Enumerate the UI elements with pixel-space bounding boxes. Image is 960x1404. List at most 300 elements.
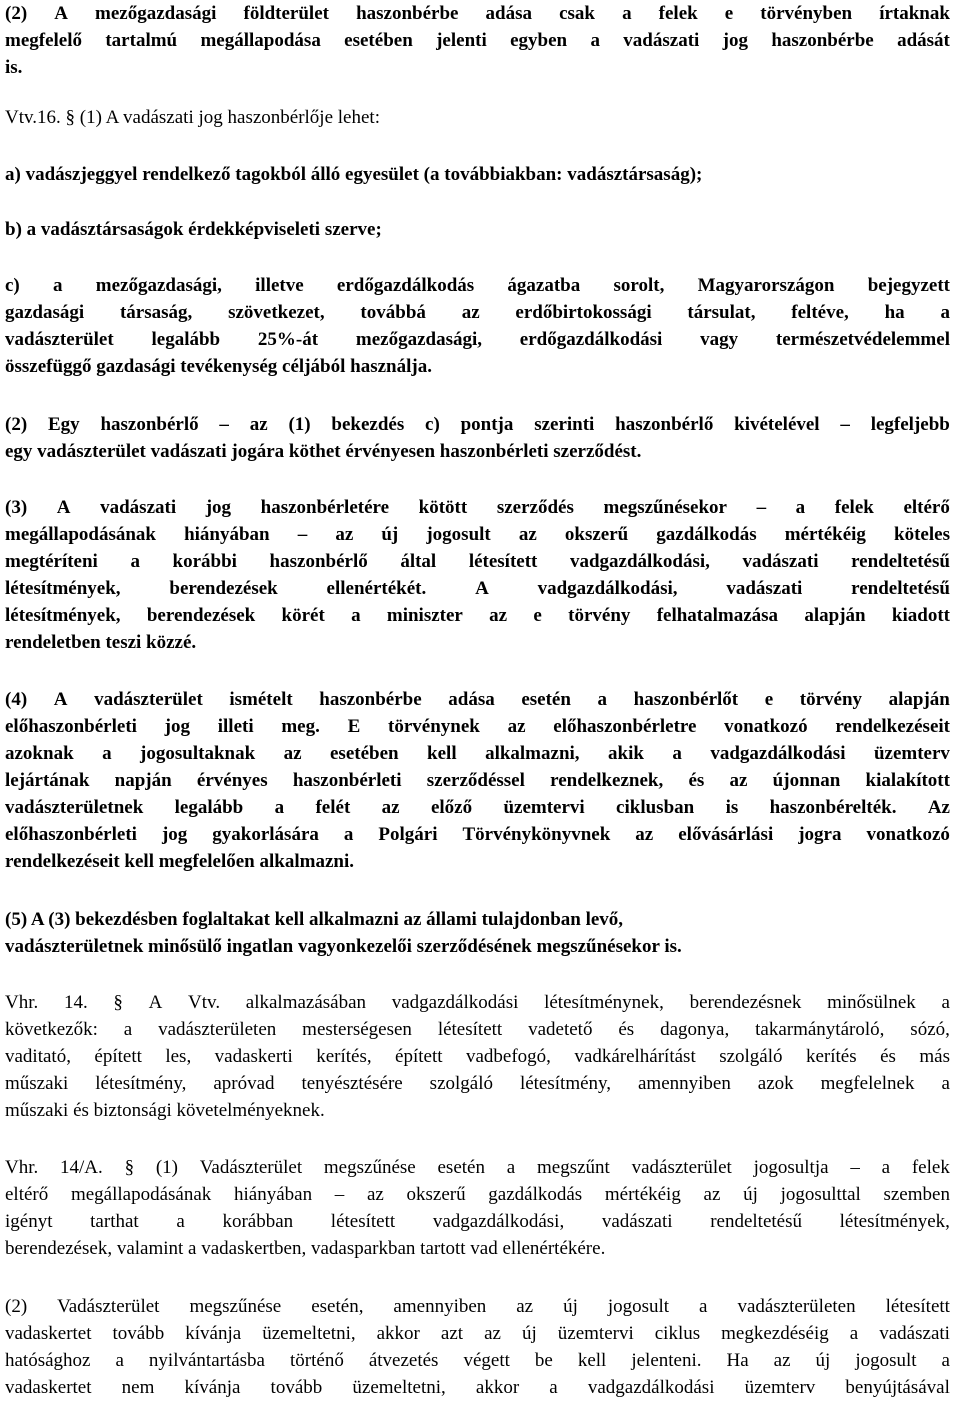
word: vadgazdálkodási, bbox=[432, 1211, 565, 1232]
word: szolgáló bbox=[429, 1073, 493, 1094]
word: Vhr. bbox=[5, 1157, 39, 1178]
word: ágazatba bbox=[507, 275, 581, 296]
word: illetve bbox=[255, 275, 304, 296]
paragraph-section-2 bbox=[5, 411, 950, 465]
text-line bbox=[5, 713, 950, 740]
word: amennyiben bbox=[637, 1073, 731, 1094]
word: haszonbérelték. bbox=[769, 797, 897, 818]
word: az bbox=[381, 797, 400, 818]
word: alkalmazásában bbox=[245, 992, 367, 1013]
word: szerinti bbox=[534, 414, 595, 435]
text-line bbox=[5, 521, 950, 548]
word: tarthat bbox=[90, 1211, 139, 1232]
word: gazdálkodás bbox=[656, 524, 757, 545]
text-line bbox=[5, 411, 950, 438]
text-line bbox=[5, 1347, 950, 1374]
word: adása bbox=[485, 3, 533, 24]
text-line: is. bbox=[5, 57, 23, 78]
word: új bbox=[743, 1184, 758, 1205]
word: haszonbérleti bbox=[292, 770, 402, 791]
word: törvény bbox=[568, 605, 631, 626]
word: 14/A. bbox=[60, 1157, 103, 1178]
text-line bbox=[5, 686, 950, 713]
word: rendeltetésű bbox=[710, 1211, 802, 1232]
paragraph-item-c bbox=[5, 272, 950, 380]
word: felhatalmazása bbox=[656, 605, 779, 626]
word: az bbox=[703, 1184, 721, 1205]
word: haszonbérletére bbox=[260, 497, 390, 518]
word: társulat, bbox=[687, 302, 756, 323]
text-line bbox=[5, 1208, 950, 1235]
word: vagy bbox=[700, 329, 739, 350]
word: mértékéig bbox=[784, 524, 866, 545]
word: más bbox=[919, 1046, 950, 1067]
text-line bbox=[5, 575, 950, 602]
word: kiadott bbox=[891, 605, 950, 626]
text-line: műszaki és biztonsági követelményeknek. bbox=[5, 1100, 325, 1121]
word: haszonbérlő bbox=[615, 414, 714, 435]
word: § bbox=[124, 1157, 135, 1178]
word: Törvénykönyvnek bbox=[462, 824, 611, 845]
word: haszonbérbe bbox=[356, 3, 459, 24]
word: kell bbox=[427, 743, 457, 764]
word: a bbox=[941, 992, 950, 1013]
word: előhaszonbérletre bbox=[553, 716, 697, 737]
word: alapján bbox=[804, 605, 866, 626]
text-line bbox=[5, 0, 950, 27]
text-line bbox=[5, 1016, 950, 1043]
text-line bbox=[5, 602, 950, 629]
word: kívánja bbox=[185, 1323, 242, 1344]
word: tenyésztésére bbox=[301, 1073, 403, 1094]
word: létesítmények, bbox=[5, 605, 121, 626]
word: haszonbérbe bbox=[771, 30, 874, 51]
word: megszűnése bbox=[323, 1157, 416, 1178]
word: vadbefogó, bbox=[465, 1046, 551, 1067]
word: azok bbox=[757, 1073, 794, 1094]
word: üzemterv bbox=[873, 743, 950, 764]
word: tovább bbox=[270, 1377, 323, 1398]
word: körét bbox=[281, 605, 325, 626]
word: benyújtásával bbox=[845, 1377, 950, 1398]
word: 14. bbox=[63, 992, 88, 1013]
word: vadaskertet bbox=[5, 1377, 92, 1398]
word: a bbox=[941, 1350, 950, 1371]
word: vadászati bbox=[601, 1211, 673, 1232]
word: vadászterület bbox=[5, 329, 114, 350]
word: sózó, bbox=[910, 1019, 950, 1040]
word: jog bbox=[161, 824, 188, 845]
text-line bbox=[5, 821, 950, 848]
word: megszűnésekor bbox=[603, 497, 727, 518]
word: (2) bbox=[5, 1296, 28, 1317]
text-line: Vtv.16. § (1) A vadászati jog haszonbérlője lehet: bbox=[5, 107, 380, 128]
word: Magyarországon bbox=[697, 275, 835, 296]
word: ha bbox=[884, 302, 905, 323]
word: jogosultaknak bbox=[140, 743, 256, 764]
word: les, bbox=[165, 1046, 192, 1067]
word: a bbox=[102, 743, 112, 764]
text-line bbox=[5, 740, 950, 767]
word: végett bbox=[463, 1350, 510, 1371]
word: megállapodásának bbox=[5, 524, 156, 545]
word: haszonbérlő bbox=[269, 551, 368, 572]
word: továbbá bbox=[360, 302, 426, 323]
word: szolgáló bbox=[719, 1046, 783, 1067]
word: vadászterület bbox=[94, 689, 203, 710]
word: e bbox=[724, 3, 734, 24]
word: tovább bbox=[112, 1323, 165, 1344]
word: alkalmazni, bbox=[485, 743, 580, 764]
word: mezőgazdasági, bbox=[95, 275, 222, 296]
word: vadaskertet bbox=[5, 1323, 92, 1344]
word: (2) bbox=[5, 3, 28, 24]
text-line: (5) A (3) bekezdésben foglaltakat kell alkalmazni az állami tulajdonban levő, bbox=[5, 909, 624, 930]
text-line bbox=[5, 767, 950, 794]
word: berendezések bbox=[169, 578, 278, 599]
word: az bbox=[283, 743, 302, 764]
word: jogosult bbox=[607, 1296, 670, 1317]
word: kialakított bbox=[865, 770, 950, 791]
text-line bbox=[5, 494, 950, 521]
word: korábbi bbox=[172, 551, 237, 572]
word: c) bbox=[425, 414, 440, 435]
word: bejegyzett bbox=[867, 275, 950, 296]
word: erdőgazdálkodás bbox=[336, 275, 475, 296]
word: előhaszonbérleti bbox=[5, 824, 137, 845]
word: létesített bbox=[330, 1211, 396, 1232]
word: felek bbox=[834, 497, 874, 518]
word: haszonbérlő bbox=[100, 414, 199, 435]
word: e bbox=[533, 605, 542, 626]
word: bekezdés bbox=[331, 414, 405, 435]
word: vonatkozó bbox=[724, 716, 808, 737]
word: Vtv. bbox=[188, 992, 221, 1013]
word: a bbox=[130, 551, 140, 572]
word: megfelelnek bbox=[820, 1073, 915, 1094]
word: Vadászterület bbox=[199, 1157, 303, 1178]
word: az bbox=[484, 1323, 501, 1344]
word: legfeljebb bbox=[870, 414, 950, 435]
word: a bbox=[351, 605, 361, 626]
word: műszaki bbox=[5, 1073, 69, 1094]
word: földterület bbox=[243, 3, 329, 24]
word: esetén, bbox=[311, 1296, 364, 1317]
text-line bbox=[5, 326, 950, 353]
word: az bbox=[773, 1350, 791, 1371]
word: ellenértékét. bbox=[326, 578, 427, 599]
word: felek bbox=[658, 3, 698, 24]
word: § bbox=[113, 992, 123, 1013]
word: vadgazdálkodási bbox=[391, 992, 519, 1013]
word: kell bbox=[577, 1350, 607, 1371]
word: az bbox=[489, 605, 508, 626]
word: a bbox=[795, 497, 806, 518]
word: az bbox=[366, 1184, 384, 1205]
word: adását bbox=[897, 30, 950, 51]
word: (2) bbox=[5, 414, 28, 435]
word: és bbox=[688, 770, 705, 791]
word: felek bbox=[911, 1157, 950, 1178]
word: megszűnt bbox=[536, 1157, 610, 1178]
word: a bbox=[123, 1019, 133, 1040]
word: erdőbirtokossági bbox=[515, 302, 652, 323]
word: vadgazdálkodási, bbox=[569, 551, 710, 572]
word: új bbox=[381, 524, 399, 545]
word: az bbox=[518, 524, 537, 545]
paragraph-section-4 bbox=[5, 686, 950, 875]
word: (1) bbox=[155, 1157, 178, 1178]
word: megszűnése bbox=[189, 1296, 282, 1317]
word: átvezetés bbox=[368, 1350, 439, 1371]
text-line: berendezések, valamint a vadaskertben, vadasparkban tartott vad ellenértékére. bbox=[5, 1238, 606, 1259]
word: az bbox=[729, 770, 748, 791]
word: felét bbox=[315, 797, 351, 818]
word: haszonbérbe bbox=[319, 689, 422, 710]
text-line: rendeletben teszi közzé. bbox=[5, 632, 197, 653]
word: írtaknak bbox=[879, 3, 950, 24]
word: vadgazdálkodási, bbox=[537, 578, 678, 599]
word: a bbox=[274, 797, 285, 818]
word: Ha bbox=[726, 1350, 749, 1371]
word: az bbox=[461, 302, 480, 323]
word: szerződés bbox=[496, 497, 574, 518]
word: ciklus bbox=[654, 1323, 701, 1344]
word: üzemeltetni, bbox=[262, 1323, 356, 1344]
word: eltérő bbox=[903, 497, 950, 518]
word: 25%-át bbox=[257, 329, 319, 350]
word: akkor bbox=[475, 1377, 520, 1398]
word: (1) bbox=[288, 414, 311, 435]
word: vadgazdálkodási bbox=[587, 1377, 715, 1398]
word: vadászterületen bbox=[158, 1019, 277, 1040]
word: megállapodásának bbox=[70, 1184, 212, 1205]
word: a bbox=[53, 275, 63, 296]
word: épített bbox=[94, 1046, 142, 1067]
word: hiányában bbox=[233, 1184, 313, 1205]
word: létesítménynek, bbox=[544, 992, 664, 1013]
word: a bbox=[881, 1157, 891, 1178]
word: kívánja bbox=[184, 1377, 241, 1398]
paragraph-item-a bbox=[5, 161, 950, 188]
word: minősülnek bbox=[827, 992, 916, 1013]
word: szemben bbox=[883, 1184, 950, 1205]
word: az bbox=[249, 414, 268, 435]
word: – bbox=[219, 414, 229, 435]
word: vadászati bbox=[742, 551, 819, 572]
word: mezőgazdasági, bbox=[355, 329, 482, 350]
word: A bbox=[53, 689, 68, 710]
word: vadászati bbox=[100, 497, 177, 518]
word: az bbox=[507, 716, 526, 737]
word: (3) bbox=[5, 497, 28, 518]
word: előző bbox=[430, 797, 473, 818]
word: létesített bbox=[437, 1019, 503, 1040]
word: (4) bbox=[5, 689, 28, 710]
word: vadászati bbox=[879, 1323, 950, 1344]
word: az bbox=[635, 824, 654, 845]
word: okszerű bbox=[406, 1184, 466, 1205]
word: – bbox=[850, 1157, 860, 1178]
word: kerítés, bbox=[316, 1046, 372, 1067]
word: üzemeltetni, bbox=[352, 1377, 446, 1398]
word: ciklusban bbox=[616, 797, 695, 818]
word: vadaskerti bbox=[214, 1046, 293, 1067]
word: a bbox=[941, 1073, 950, 1094]
word: kerítés bbox=[805, 1046, 857, 1067]
word: vadászterület bbox=[631, 1157, 732, 1178]
word: egyben bbox=[510, 30, 568, 51]
word: igényt bbox=[5, 1211, 53, 1232]
word: jelenti bbox=[436, 30, 487, 51]
word: be bbox=[534, 1350, 553, 1371]
word: új bbox=[815, 1350, 831, 1371]
word: rendeltetésű bbox=[851, 578, 950, 599]
word: A bbox=[148, 992, 163, 1013]
text-line: összefüggő gazdasági tevékenység céljából használja. bbox=[5, 356, 432, 377]
word: jogosult bbox=[855, 1350, 917, 1371]
word: gazdálkodás bbox=[488, 1184, 583, 1205]
word: c) bbox=[5, 275, 20, 296]
word: illeti bbox=[217, 716, 254, 737]
word: következők: bbox=[5, 1019, 98, 1040]
word: e bbox=[764, 689, 774, 710]
word: jogra bbox=[798, 824, 842, 845]
word: megállapodása bbox=[200, 30, 321, 51]
word: vadászterületen bbox=[737, 1296, 856, 1317]
word: megfelelő bbox=[5, 30, 83, 51]
word: üzemterv bbox=[744, 1377, 816, 1398]
word: E bbox=[347, 716, 361, 737]
word: létesítmény, bbox=[95, 1073, 187, 1094]
word: eltérő bbox=[5, 1184, 49, 1205]
word: nem bbox=[121, 1377, 155, 1398]
word: vadetető bbox=[528, 1019, 593, 1040]
word: apróvad bbox=[213, 1073, 275, 1094]
word: napján bbox=[114, 770, 172, 791]
word: szerződéssel bbox=[426, 770, 525, 791]
word: vadászati bbox=[623, 30, 700, 51]
word: legalább bbox=[174, 797, 244, 818]
word: Egy bbox=[47, 414, 80, 435]
word: feltéve, bbox=[791, 302, 849, 323]
text-line: a) vadászjeggyel rendelkező tagokból álló egyesület (a továbbiakban: vadásztársaság); bbox=[5, 164, 703, 185]
word: jogosult bbox=[426, 524, 491, 545]
word: jog bbox=[205, 497, 232, 518]
word: létesítmények, bbox=[839, 1211, 950, 1232]
text-line: egy vadászterület vadászati jogára köthet érvényesen haszonbérleti szerződést. bbox=[5, 441, 642, 462]
word: köteles bbox=[894, 524, 950, 545]
text-line bbox=[5, 1320, 950, 1347]
word: – bbox=[334, 1184, 345, 1205]
word: jog bbox=[722, 30, 748, 51]
word: üzemtervi bbox=[503, 797, 585, 818]
word: – bbox=[297, 524, 308, 545]
word: rendeltetésű bbox=[851, 551, 950, 572]
paragraph-vhr-14a-2 bbox=[5, 1293, 950, 1401]
word: által bbox=[400, 551, 437, 572]
paragraph-section-3 bbox=[5, 494, 950, 656]
word: azt bbox=[440, 1323, 464, 1344]
word: dagonya, bbox=[660, 1019, 730, 1040]
word: vonatkozó bbox=[866, 824, 950, 845]
word: esetén bbox=[521, 689, 571, 710]
word: legalább bbox=[151, 329, 221, 350]
text-line bbox=[5, 794, 950, 821]
word: tartalmú bbox=[105, 30, 178, 51]
text-line: vadászterületnek minősülő ingatlan vagyonkezelői szerződésének megszűnésekor is. bbox=[5, 936, 682, 957]
text-line bbox=[5, 27, 950, 54]
word: vadászati bbox=[726, 578, 803, 599]
paragraph-vhr-14 bbox=[5, 989, 950, 1124]
word: miniszter bbox=[386, 605, 463, 626]
word: akkor bbox=[376, 1323, 420, 1344]
paragraph-vhr-14a-1 bbox=[5, 1154, 950, 1262]
word: korábban bbox=[222, 1211, 294, 1232]
word: az bbox=[335, 524, 354, 545]
word: megtéríteni bbox=[5, 551, 98, 572]
word: és bbox=[618, 1019, 635, 1040]
word: a bbox=[590, 30, 600, 51]
word: megkezdéséig bbox=[721, 1323, 829, 1344]
word: a bbox=[622, 3, 632, 24]
word: pontja bbox=[460, 414, 514, 435]
word: a bbox=[176, 1211, 185, 1232]
word: jogosultja bbox=[753, 1157, 829, 1178]
word: történő bbox=[290, 1350, 344, 1371]
word: és bbox=[880, 1046, 896, 1067]
word: elővásárlási bbox=[678, 824, 774, 845]
text-line bbox=[5, 1070, 950, 1097]
word: kötött bbox=[418, 497, 468, 518]
word: mezőgazdasági bbox=[95, 3, 217, 24]
text-line bbox=[5, 1154, 950, 1181]
text-line bbox=[5, 548, 950, 575]
word: berendezések bbox=[146, 605, 256, 626]
word: a bbox=[699, 1296, 708, 1317]
word: kivételével bbox=[734, 414, 820, 435]
word: a bbox=[343, 824, 354, 845]
word: létesítmény, bbox=[519, 1073, 612, 1094]
word: vadkárelhárítást bbox=[574, 1046, 696, 1067]
text-line bbox=[5, 989, 950, 1016]
text-line bbox=[5, 272, 950, 299]
word: esetében bbox=[344, 30, 413, 51]
word: is bbox=[725, 797, 739, 818]
paragraph-farmland-lease bbox=[5, 0, 950, 81]
word: természetvédelemmel bbox=[775, 329, 950, 350]
word: erdőgazdálkodási bbox=[519, 329, 663, 350]
word: esetében bbox=[330, 743, 399, 764]
word: jelenteni. bbox=[631, 1350, 702, 1371]
word: a bbox=[672, 743, 682, 764]
word: Az bbox=[927, 797, 950, 818]
word: épített bbox=[395, 1046, 443, 1067]
word: a bbox=[597, 689, 608, 710]
paragraph-section-5 bbox=[5, 906, 950, 960]
word: esetén bbox=[437, 1157, 485, 1178]
text-line bbox=[5, 299, 950, 326]
word: A bbox=[475, 578, 489, 599]
text-line: b) a vadásztársaságok érdekképviseleti szerve; bbox=[5, 219, 382, 240]
word: nyilvántartásba bbox=[148, 1350, 265, 1371]
word: a bbox=[115, 1350, 124, 1371]
word: vadgazdálkodási bbox=[710, 743, 846, 764]
text-line bbox=[5, 1181, 950, 1208]
word: hiányában bbox=[184, 524, 270, 545]
word: társaság, bbox=[119, 302, 193, 323]
word: új bbox=[521, 1323, 537, 1344]
